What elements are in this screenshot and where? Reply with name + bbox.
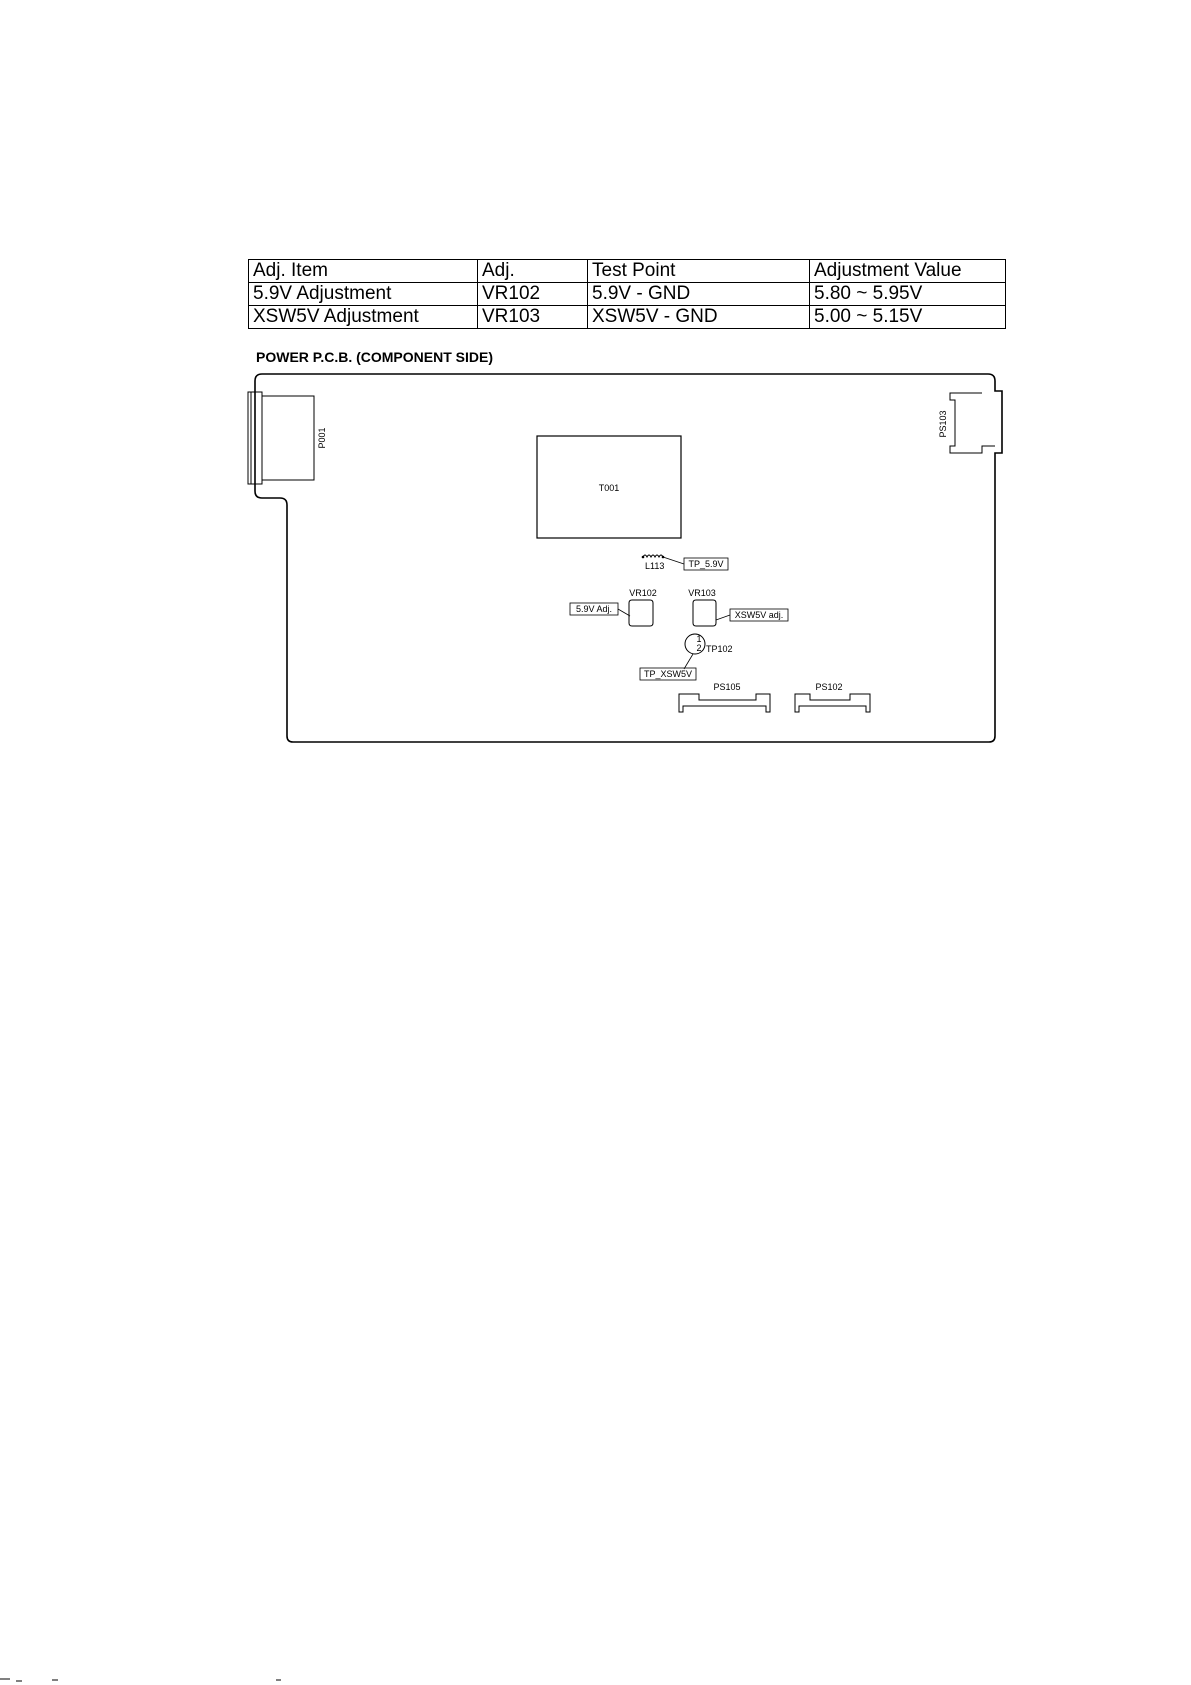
header-cell: Adjustment Value <box>810 260 1006 283</box>
ps105-label: PS105 <box>713 682 741 692</box>
vr102-adj-label: 5.9V Adj. <box>575 604 613 614</box>
ps103-label: PS103 <box>938 410 948 438</box>
vr103-adj-label: XSW5V adj. <box>734 610 784 620</box>
tp102-pin2: 2 <box>696 643 702 653</box>
table-cell: 5.9V Adjustment <box>249 283 478 306</box>
table-cell: VR102 <box>478 283 588 306</box>
p001-label: P001 <box>317 427 327 449</box>
ps102-connector <box>795 694 870 712</box>
tp-5v9-label: TP_5.9V <box>688 559 724 569</box>
ps102-label: PS102 <box>815 682 843 692</box>
l113-label: L113 <box>645 561 665 571</box>
vr103-label: VR103 <box>688 588 716 598</box>
table-cell: 5.80 ~ 5.95V <box>810 283 1006 306</box>
ps103-connector <box>950 393 995 453</box>
tp102-pin1: 1 <box>696 634 702 644</box>
header-cell: Test Point <box>588 260 810 283</box>
vr103-trimmer <box>693 600 716 626</box>
tp102-label: TP102 <box>706 644 733 654</box>
table-cell: VR103 <box>478 306 588 329</box>
table-cell: 5.00 ~ 5.15V <box>810 306 1006 329</box>
table-cell: XSW5V Adjustment <box>249 306 478 329</box>
tp102-testpoint <box>685 634 705 654</box>
vr102-label: VR102 <box>629 588 657 598</box>
footer-scan-marks <box>0 1678 290 1685</box>
p001-connector <box>248 392 314 484</box>
diagram-caption: POWER P.C.B. (COMPONENT SIDE) <box>256 349 493 365</box>
table-cell: XSW5V - GND <box>588 306 810 329</box>
ps105-connector <box>679 694 770 712</box>
header-cell: Adj. Item <box>249 260 478 283</box>
table-cell: 5.9V - GND <box>588 283 810 306</box>
tp-xsw5v-label: TP_XSW5V <box>643 669 693 679</box>
header-cell: Adj. <box>478 260 588 283</box>
board-outline <box>255 374 1002 742</box>
l113-coil <box>643 555 663 557</box>
vr102-trimmer <box>629 600 653 626</box>
t001-label: T001 <box>598 483 620 493</box>
